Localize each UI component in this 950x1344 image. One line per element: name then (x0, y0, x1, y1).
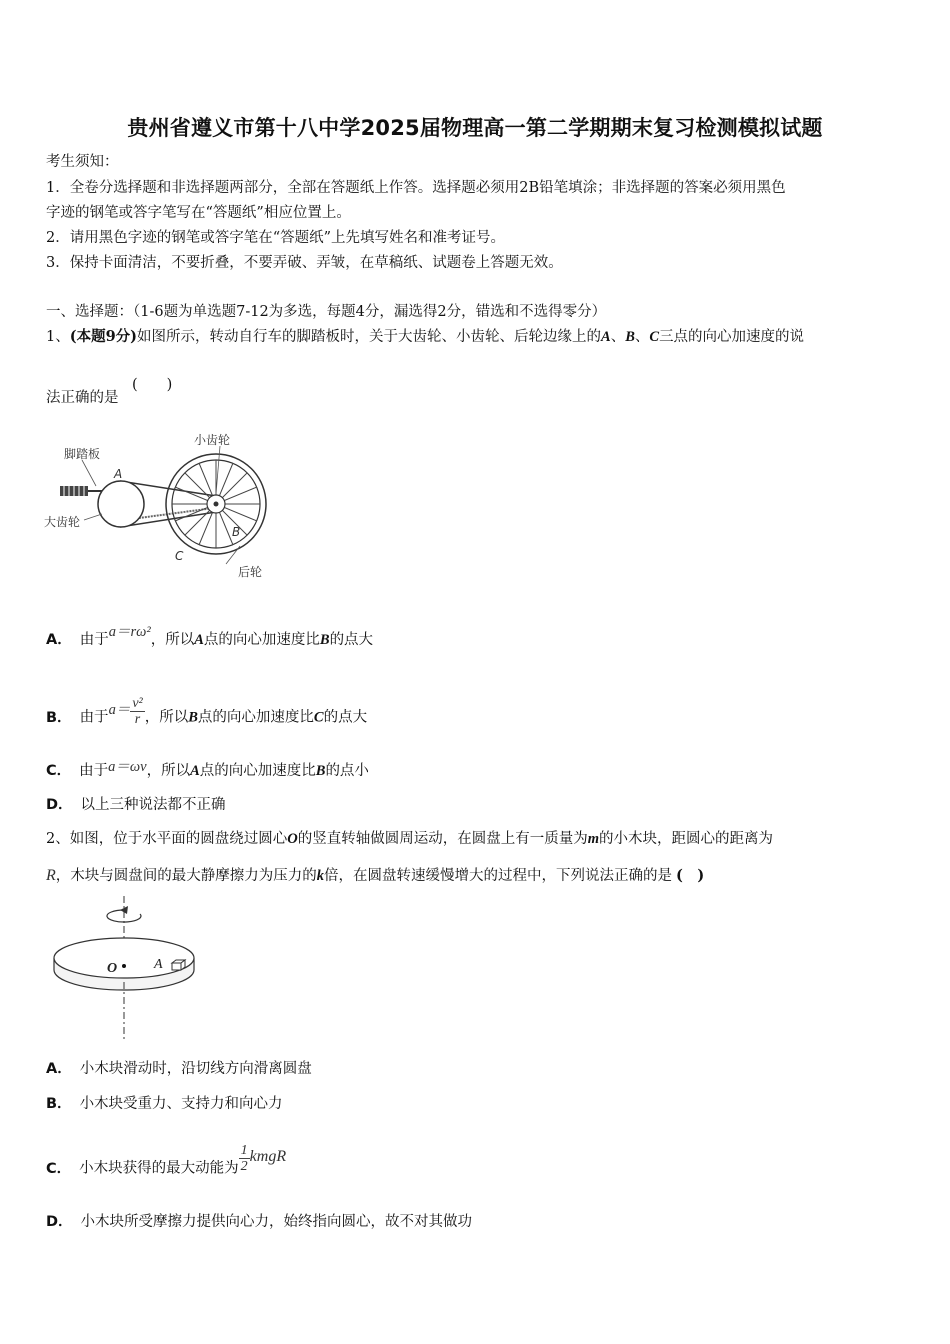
option-text: 由于 (79, 632, 109, 648)
figure-point-O: O (107, 961, 118, 976)
option-text: 点的向心加速度比 (199, 763, 316, 779)
var-O: O (287, 831, 298, 847)
fraction-numerator: 1 (240, 1143, 248, 1158)
option-label: C． (46, 1160, 72, 1177)
separator: 、 (634, 329, 650, 345)
option-text: 由于 (79, 763, 109, 779)
formula-lhs: a＝ (108, 701, 131, 718)
figure-point-B: B (232, 525, 241, 539)
question-1-option-A[interactable] (46, 624, 374, 650)
option-label: A． (46, 1061, 72, 1077)
figure-point-A: A (114, 467, 123, 481)
question-1-stem-text: 如图所示，转动自行车的脚踏板时，关于大齿轮、小齿轮、后轮边缘上的 (137, 329, 602, 345)
var: B (315, 763, 326, 779)
figure-label-rear-wheel: 后轮 (238, 565, 263, 579)
var-A: A (601, 329, 611, 345)
wood-block-icon (172, 960, 185, 970)
figure-point-C: C (175, 549, 184, 563)
var-B: B (625, 329, 635, 345)
section-heading: 一、选择题：（1-6题为单选题7-12为多选，每题4分，漏选得2分，错选和不选得零分） (46, 304, 607, 320)
option-label: D． (46, 1214, 73, 1230)
question-2-option-B[interactable] (46, 1094, 283, 1114)
question-1-stem-line-2: 法正确的是 (46, 390, 119, 406)
option-text: 的点大 (329, 632, 374, 648)
question-2-stem-line-2 (46, 866, 704, 886)
figure-label-small-gear: 小齿轮 (194, 433, 231, 447)
question-1-answer-paren: ( ) (132, 377, 173, 393)
pedal-icon (60, 486, 88, 496)
option-label: B． (46, 709, 72, 726)
var: B (319, 632, 330, 648)
question-2-option-A[interactable] (46, 1059, 312, 1079)
notice-heading: 考生须知： (46, 154, 119, 170)
question-1-stem-line-1 (46, 327, 804, 347)
option-text: 小木块滑动时，沿切线方向滑离圆盘 (79, 1061, 312, 1077)
var-R: R (46, 867, 56, 884)
question-1-option-B[interactable] (46, 696, 368, 733)
formula-fraction (130, 696, 144, 727)
rotating-disk-figure (50, 896, 210, 1042)
option-text: 由于 (79, 709, 109, 726)
option-label: A． (46, 632, 72, 648)
question-2-text: 的小木块，距圆心的距离为 (599, 831, 773, 847)
notice-item-1-line-1: 1．全卷分选择题和非选择题两部分，全部在答题纸上作答。选择题必须用2B铅笔填涂；非选择题的答案必须用黑色 (46, 180, 786, 196)
question-1-option-D[interactable] (46, 795, 226, 815)
question-2-option-D[interactable] (46, 1212, 472, 1232)
formula-fraction (239, 1143, 250, 1174)
formula: kmgR (249, 1147, 287, 1165)
var: B (188, 709, 198, 726)
figure-point-A: A (154, 957, 163, 972)
option-text: 点的向心加速度比 (203, 632, 320, 648)
fraction-denominator: r (130, 711, 144, 727)
var-C: C (649, 329, 660, 345)
option-text: 小木块受重力、支持力和向心力 (79, 1096, 283, 1112)
option-text: 的点大 (323, 709, 368, 726)
formula: a＝rω² (108, 624, 151, 640)
question-2-stem-line-1 (46, 829, 773, 849)
notice-item-1-line-2: 字迹的钢笔或答字笔写在“答题纸”相应位置上。 (46, 205, 351, 221)
fraction-numerator: v² (132, 696, 143, 711)
option-text: 点的向心加速度比 (197, 709, 314, 726)
separator: 、 (610, 329, 626, 345)
option-text: 的点小 (325, 763, 369, 779)
option-label: B． (46, 1096, 72, 1112)
figure-label-pedal: 脚踏板 (64, 447, 101, 461)
bicycle-gear-figure (44, 428, 284, 588)
var: A (190, 763, 200, 779)
rear-wheel-icon (166, 454, 266, 554)
page-title: 贵州省遵义市第十八中学2025届物理高一第二学期期末复习检测模拟试题 (127, 116, 823, 140)
option-text: 以上三种说法都不正确 (80, 797, 226, 813)
big-gear-icon (98, 481, 144, 527)
question-1-stem-text-2: 三点的向心加速度的说 (659, 329, 805, 345)
var-k: k (316, 868, 325, 884)
question-2-text: 2、如图，位于水平面的圆盘绕过圆心 (46, 831, 288, 847)
var: C (313, 709, 324, 726)
option-text: ，所以 (144, 709, 189, 726)
question-1-option-C[interactable] (46, 761, 369, 781)
question-2-text: 的竖直转轴做圆周运动，在圆盘上有一质量为 (297, 831, 588, 847)
option-text: ，所以 (150, 632, 195, 648)
notice-item-2: 2．请用黑色字迹的钢笔或答字笔在“答题纸”上先填写姓名和准考证号。 (46, 230, 506, 246)
question-2-answer-paren: ( ) (676, 867, 705, 884)
option-label: D． (46, 797, 73, 813)
question-2-text: ，木块与圆盘间的最大静摩擦力为压力的 (55, 868, 317, 884)
notice-item-3: 3．保持卡面清洁，不要折叠，不要弄破、弄皱，在草稿纸、试题卷上答题无效。 (46, 255, 563, 271)
var-m: m (587, 831, 599, 847)
option-text: 小木块获得的最大动能为 (79, 1160, 239, 1177)
question-1-points: (本题9分) (69, 328, 138, 345)
question-1-number: 1、 (46, 329, 70, 345)
question-2-option-C[interactable] (46, 1143, 287, 1184)
figure-label-big-gear: 大齿轮 (44, 515, 81, 529)
fraction-denominator: 2 (240, 1159, 248, 1174)
option-text: 小木块所受摩擦力提供向心力，始终指向圆心，故不对其做功 (80, 1214, 473, 1230)
option-label: C． (46, 763, 72, 779)
formula: a＝ωv (108, 759, 147, 775)
var: A (194, 632, 204, 648)
option-text: ，所以 (146, 763, 191, 779)
question-2-text: 倍，在圆盘转速缓慢增大的过程中，下列说法正确的是 (324, 868, 673, 884)
